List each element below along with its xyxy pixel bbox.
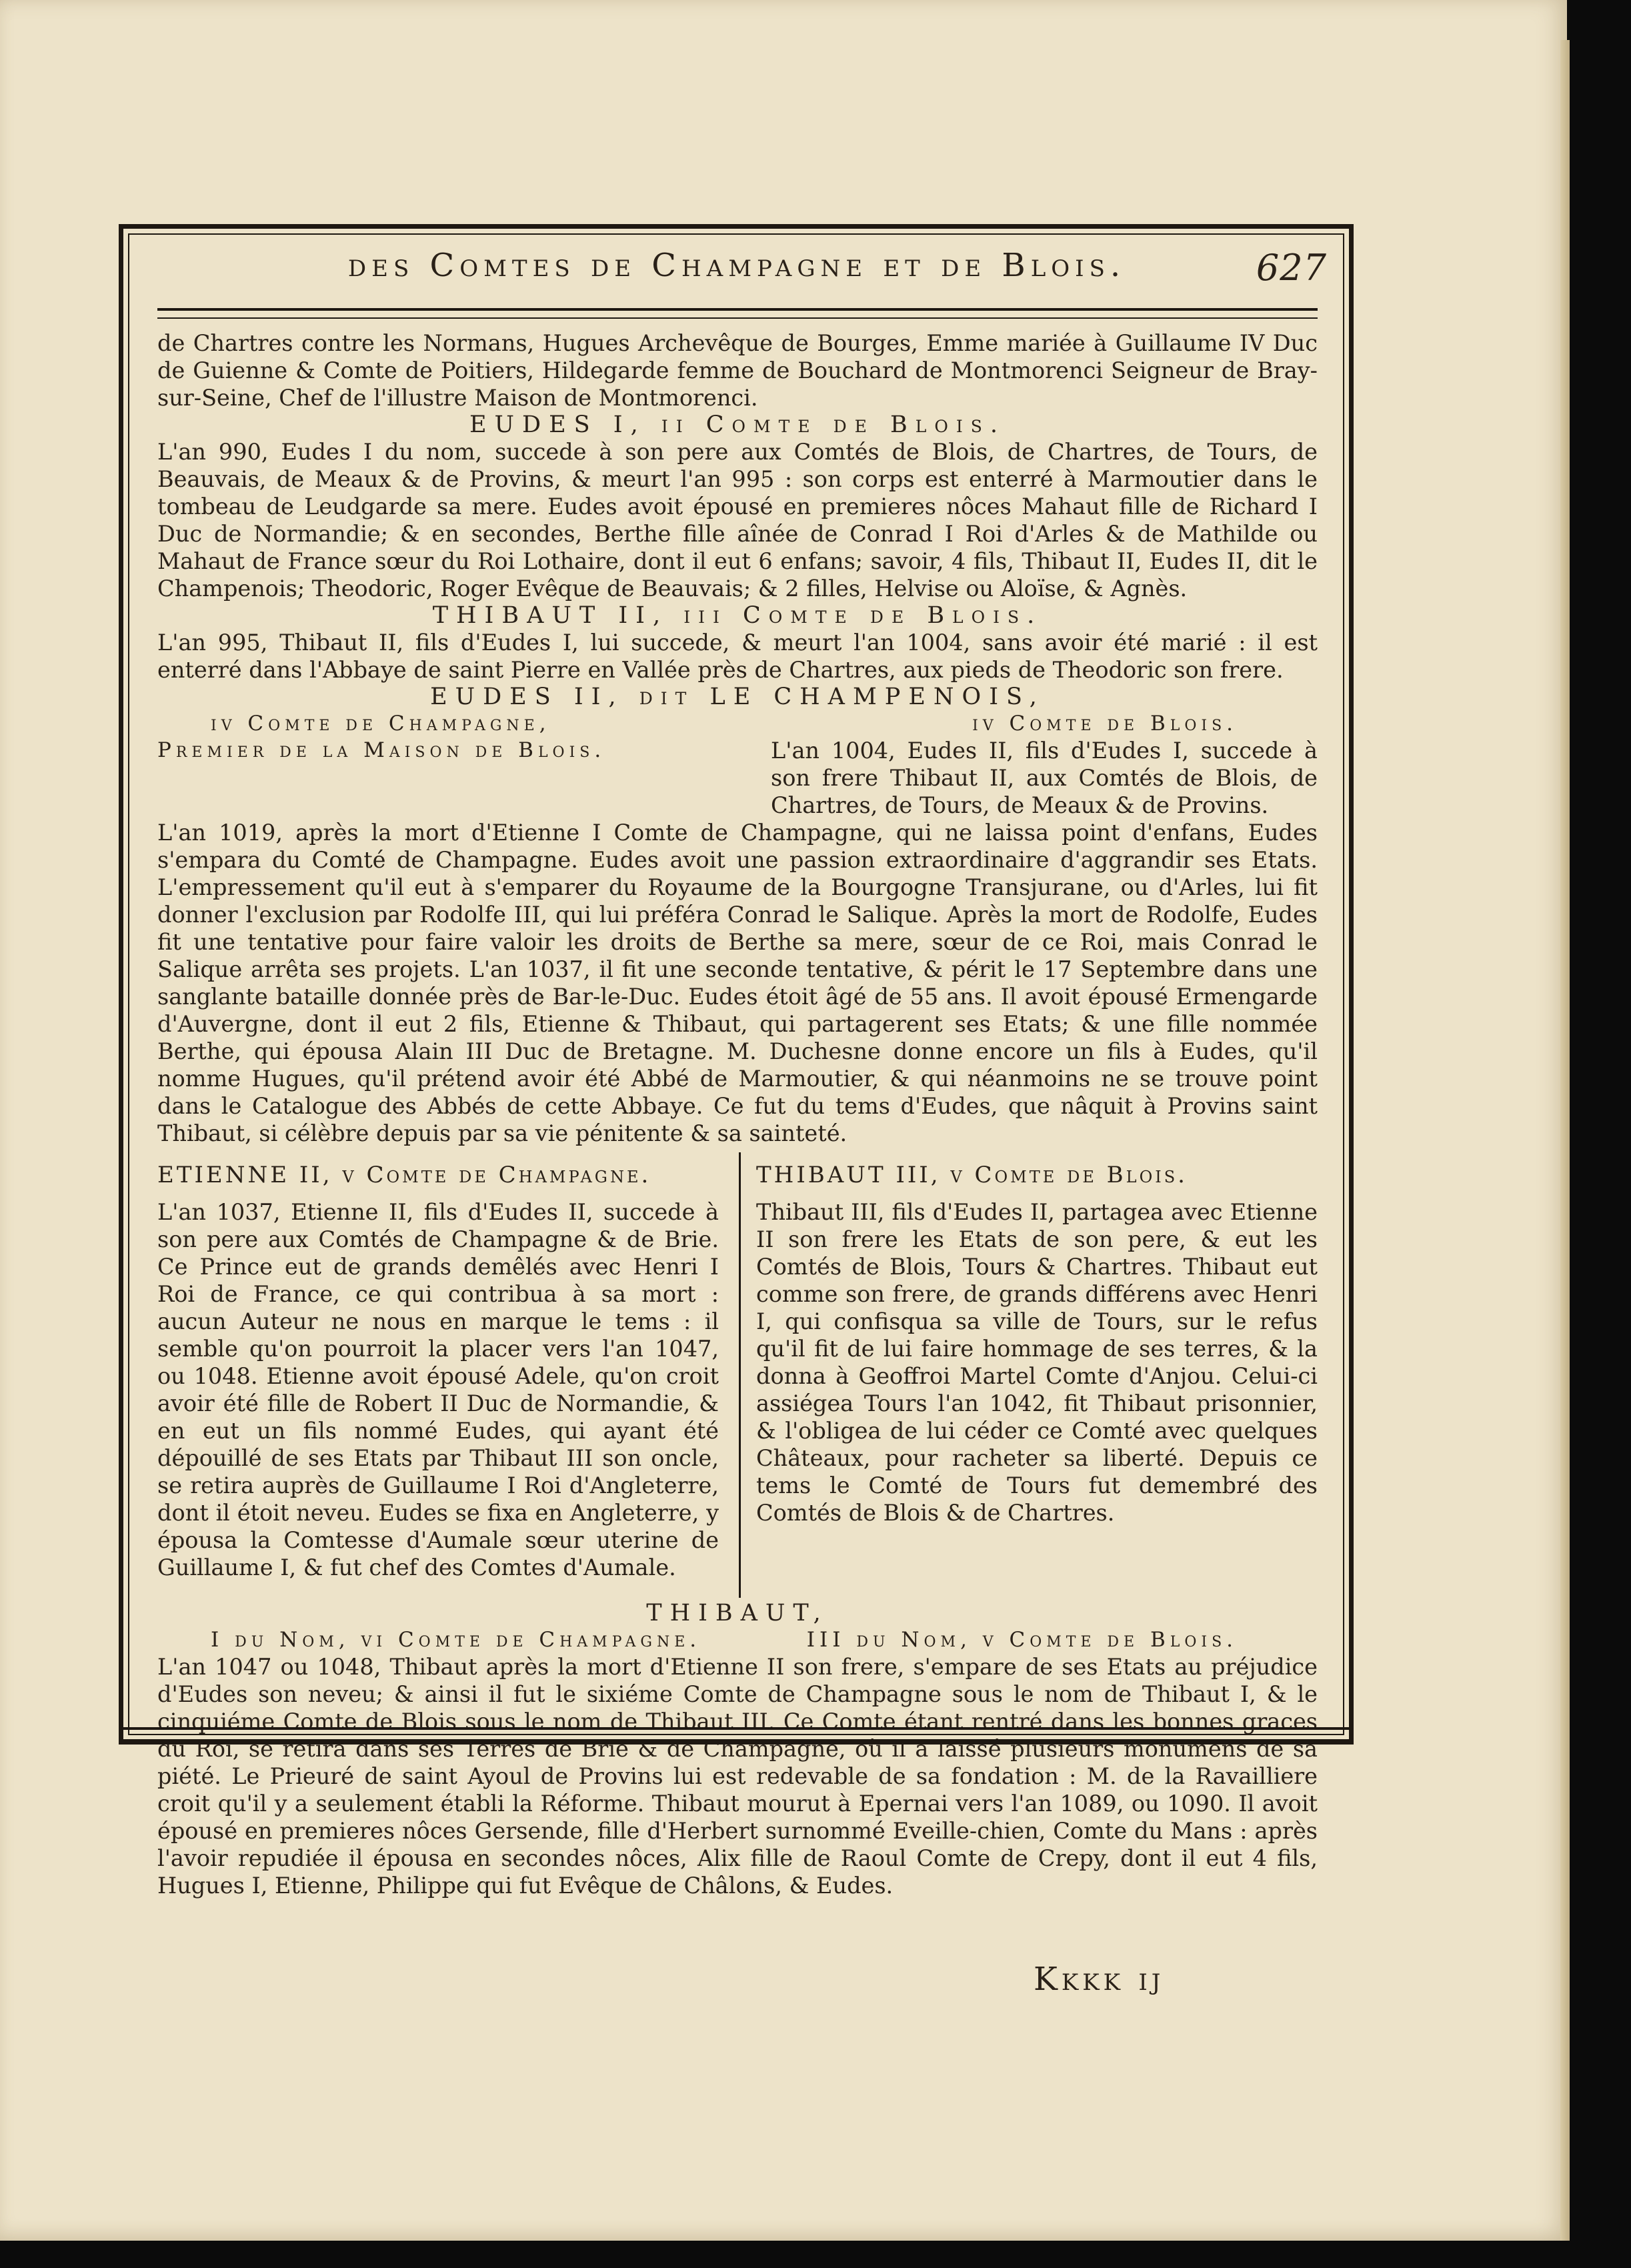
eudes2-split <box>157 737 1318 819</box>
running-header <box>147 247 1327 300</box>
thibaut-final-sub-left: I du Nom, vi Comte de Champagne. <box>211 1628 701 1652</box>
eudes2-paragraph: L'an 1019, après la mort d'Etienne I Comte de Champagne, qui ne laissa point d'enfans, Eudes s'empara du Comté de Champagne. Eudes avoit une passion extraordinaire d'aggrandir ses Etats. L'empressement qu'il eut à s'emparer du Royaume de la Bourgogne Transjurane, ou d'Arles, lui fit donner l'exclusion par Rodolfe III, qui lui préféra Conrad le Salique. Après la mort de Rodolfe, Eudes fit une tentative pour faire valoir les droits de Berthe sa mere, sœur de ce Roi, mais Conrad le Salique arrêta ses projets. L'an 1037, il fit une seconde tentative, & périt le 17 Septembre dans une sanglante bataille donnée près de Bar-le-Duc. Eudes étoit âgé de 55 ans. Il avoit épousé Ermengarde d'Auvergne, dont il eut 2 fils, Etienne & Thibaut, qui partagerent ses Etats; & une fille nommée Berthe, qui épousa Alain III Duc de Bretagne. M. Duchesne donne encore un fils à Eudes, qu'il nomme Hugues, qu'il prétend avoir été Abbé de Marmoutier, & qui néanmoins ne se trouve point dans le Catalogue des Abbés de cette Abbaye. Ce fut du tems d'Eudes, que nâquit à Provins saint Thibaut, si célèbre depuis par sa vie pénitente & sa sainteté. <box>157 820 1318 1146</box>
eudes1-heading: EUDES I, ii Comte de Blois. <box>469 411 1006 438</box>
left-column <box>157 1162 719 1581</box>
etienne2-paragraph: L'an 1037, Etienne II, fils d'Eudes II, succede à son pere aux Comtés de Champagne & de Brie. Ce Prince eut de grands demêlés avec Henri I Roi de France, ce qui contribua à sa mort : aucun Auteur ne nous en marque le tems : il semble qu'on pourroit la placer vers l'an 1047, ou 1048. Etienne avoit épousé Adele, qu'on croit avoir été fille de Robert II Duc de Normandie, & en eut un fils nommé Eudes, qui ayant été dépouillé de ses Etats par Thibaut III son oncle, se retira auprès de Guillaume I Roi d'Angleterre, dont il étoit neveu. Eudes se fixa en Angleterre, y épousa la Comtesse d'Aumale sœur uterine de Guillaume I, & fut chef des Comtes d'Aumale. <box>157 1199 719 1580</box>
eudes2-sub-left2: Premier de la Maison de Blois. <box>157 738 606 762</box>
page-number: 627 <box>1256 247 1327 289</box>
eudes2-heading: EUDES II, dit LE CHAMPENOIS, <box>430 684 1045 710</box>
right-column <box>756 1162 1318 1581</box>
thibaut-final-sub-right: III du Nom, v Comte de Blois. <box>806 1628 1238 1652</box>
main-text <box>157 329 1318 1899</box>
header-rule <box>157 308 1318 319</box>
thibaut3-paragraph: Thibaut III, fils d'Eudes II, partagea avec Etienne II son frere les Etats de son pere, & eut les Comtés de Blois, Tours & Chartres. Thibaut eut comme son frere, de grands différens avec Henri I, qui confisqua sa ville de Tours, sur le refus qu'il fit de lui faire hommage de ses terres, & la donna à Geoffroi Martel Comte d'Anjou. Celui-ci assiégea Tours l'an 1042, fit Thibaut prisonnier, & l'obligea de lui céder ce Comté avec quelques Châteaux, pour racheter sa liberté. Depuis ce tems le Comté de Tours fut demembré des Comtés de Blois & de Chartres. <box>756 1199 1318 1526</box>
eudes2-sub-right: iv Comte de Blois. <box>972 712 1238 736</box>
thibaut3-heading: THIBAUT III, v Comte de Blois. <box>756 1162 1188 1188</box>
column-divider <box>739 1152 741 1598</box>
thibaut2-heading: THIBAUT II, iii Comte de Blois. <box>432 602 1043 629</box>
page-edge <box>1560 40 1570 2241</box>
eudes2-right-paragraph: L'an 1004, Eudes II, fils d'Eudes I, succede à son frere Thibaut II, aux Comtés de Blois, de Chartres, de Tours, de Meaux & de Provins. <box>771 738 1318 818</box>
intro-paragraph: de Chartres contre les Normans, Hugues Archevêque de Bourges, Emme mariée à Guillaume IV Duc de Guienne & Comte de Poitiers, Hildegarde femme de Bouchard de Montmorenci Seigneur de Bray-sur-Seine, Chef de l'illustre Maison de Montmorenci. <box>157 330 1318 411</box>
thibaut-final-heading: THIBAUT, <box>646 1600 829 1626</box>
thibaut2-paragraph: L'an 995, Thibaut II, fils d'Eudes I, lui succede, & meurt l'an 1004, sans avoir été marié : il est enterré dans l'Abbaye de saint Pierre en Vallée près de Chartres, aux pieds de Theodoric son frere. <box>157 630 1318 683</box>
eudes2-sub-left: iv Comte de Champagne, <box>211 712 551 736</box>
thibaut-final-subheading <box>157 1626 1318 1653</box>
etienne2-heading: ETIENNE II, v Comte de Champagne. <box>157 1162 651 1188</box>
two-column-section <box>157 1162 1318 1581</box>
eudes2-subheading <box>157 710 1318 737</box>
header-title: des Comtes de Champagne et de Blois. <box>347 247 1126 284</box>
bottom-rule <box>119 1727 1354 1745</box>
signature-mark: Kkkk ij <box>1034 1961 1165 1998</box>
eudes1-paragraph: L'an 990, Eudes I du nom, succede à son pere aux Comtés de Blois, de Chartres, de Tours, de Beauvais, de Meaux & de Provins, & meurt l'an 995 : son corps est enterré à Marmoutier dans le tombeau de Leudgarde sa mere. Eudes avoit épousé en premieres nôces Mahaut fille de Richard I Duc de Normandie; & en secondes, Berthe fille aînée de Conrad I Roi d'Arles & de Mathilde ou Mahaut de France sœur du Roi Lothaire, dont il eut 6 enfans; savoir, 4 fils, Thibaut II, Eudes II, dit le Champenois; Theodoric, Roger Evêque de Beauvais; & 2 filles, Helvise ou Aloïse, & Agnès. <box>157 439 1318 602</box>
thibaut-final-paragraph: L'an 1047 ou 1048, Thibaut après la mort d'Etienne II son frere, s'empare de ses Etats au préjudice d'Eudes son neveu; & ainsi il fut le sixiéme Comte de Champagne sous le nom de Thibaut I, & le cinquiéme Comte de Blois sous le nom de Thibaut III. Ce Comte étant rentré dans les bonnes graces du Roi, se retira dans ses Terres de Brie & de Champagne, où il a laissé plusieurs monumens de sa piété. Le Prieuré de saint Ayoul de Provins lui est redevable de sa fondation : M. de la Ravailliere croit qu'il y a seulement établi la Réforme. Thibaut mourut à Epernai vers l'an 1089, ou 1090. Il avoit épousé en premieres nôces Gersende, fille d'Herbert surnommé Eveille-chien, Comte du Mans : après l'avoir repudiée il épousa en secondes nôces, Alix fille de Raoul Comte de Crepy, dont il eut 4 fils, Hugues I, Etienne, Philippe qui fut Evêque de Châlons, & Eudes. <box>157 1654 1318 1899</box>
